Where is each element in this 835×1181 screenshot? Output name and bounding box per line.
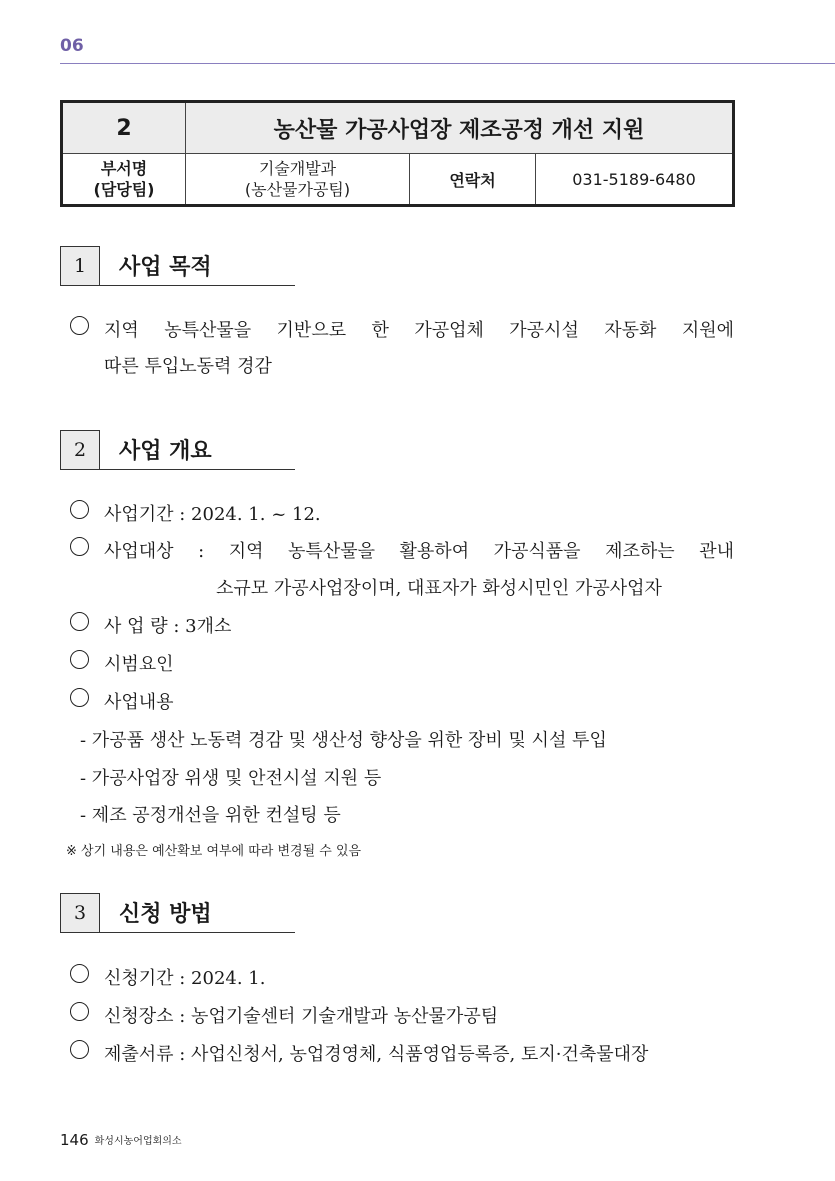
circle-bullet-icon	[70, 1002, 89, 1021]
header-rule	[60, 63, 835, 64]
overview-period: 사업기간 : 2024. 1. ~ 12.	[104, 504, 321, 525]
dept-value-line2: (농산물가공팀)	[244, 180, 351, 199]
section-title: 신청 방법	[119, 902, 212, 927]
section-heading-purpose	[60, 246, 295, 286]
dept-label	[62, 154, 186, 206]
circle-bullet-icon	[70, 688, 89, 707]
circle-bullet-icon	[70, 500, 89, 519]
page-footer	[60, 1131, 182, 1149]
section-title: 사업 개요	[119, 439, 212, 464]
section-heading-overview	[60, 430, 295, 470]
overview-pilot: 시범요인	[104, 654, 174, 675]
circle-bullet-icon	[70, 316, 89, 335]
list-item	[70, 612, 89, 634]
list-item	[70, 650, 89, 672]
circle-bullet-icon	[70, 612, 89, 631]
section-heading-application	[60, 893, 295, 933]
chapter-number: 06	[60, 36, 84, 56]
dept-label-line2: (담당팀)	[93, 180, 155, 199]
section-underline	[99, 285, 295, 286]
dept-value	[186, 154, 410, 206]
overview-content: 사업내용	[104, 692, 174, 713]
list-item	[70, 500, 89, 522]
program-number: 2	[62, 102, 186, 154]
contact-label: 연락처	[410, 154, 536, 206]
dept-value-line1: 기술개발과	[258, 159, 337, 178]
list-item	[70, 537, 89, 559]
list-item	[70, 688, 89, 710]
section-title: 사업 목적	[119, 255, 212, 280]
list-item	[70, 1040, 89, 1062]
application-documents: 제출서류 : 사업신청서, 농업경영체, 식품영업등록증, 토지·건축물대장	[104, 1044, 649, 1065]
overview-target-line-2: 소규모 가공사업장이며, 대표자가 화성시민인 가공사업자	[216, 578, 662, 599]
circle-bullet-icon	[70, 964, 89, 983]
circle-bullet-icon	[70, 1040, 89, 1059]
circle-bullet-icon	[70, 537, 89, 556]
content-item-1: - 가공품 생산 노동력 경감 및 생산성 향상을 위한 장비 및 시설 투입	[80, 730, 607, 751]
program-title-row	[62, 102, 734, 154]
budget-note: ※ 상기 내용은 예산확보 여부에 따라 변경될 수 있음	[66, 844, 362, 859]
circle-bullet-icon	[70, 650, 89, 669]
contact-value: 031-5189-6480	[536, 154, 734, 206]
section-underline	[99, 469, 295, 470]
page-number: 146	[60, 1131, 89, 1149]
dept-label-line1: 부서명	[100, 159, 148, 178]
list-item	[70, 316, 89, 338]
application-place: 신청장소 : 농업기술센터 기술개발과 농산물가공팀	[104, 1006, 499, 1027]
purpose-line-2: 따른 투입노동력 경감	[104, 356, 272, 377]
list-item	[70, 1002, 89, 1024]
application-period: 신청기간 : 2024. 1.	[104, 968, 266, 989]
footer-org: 화성시농어업회의소	[94, 1136, 182, 1147]
section-number: 3	[60, 893, 100, 933]
section-underline	[99, 932, 295, 933]
overview-quantity: 사 업 량 : 3개소	[104, 616, 232, 637]
content-item-2: - 가공사업장 위생 및 안전시설 지원 등	[80, 768, 382, 789]
program-info-table	[60, 100, 735, 207]
list-item	[70, 964, 89, 986]
overview-target-line-1: 사업대상 : 지역 농특산물을 활용하여 가공식품을 제조하는 관내	[104, 541, 734, 562]
program-title: 농산물 가공사업장 제조공정 개선 지원	[186, 102, 734, 154]
section-number: 1	[60, 246, 100, 286]
program-contact-row	[62, 154, 734, 206]
purpose-line-1: 지역 농특산물을 기반으로 한 가공업체 가공시설 자동화 지원에	[104, 320, 734, 341]
section-number: 2	[60, 430, 100, 470]
content-item-3: - 제조 공정개선을 위한 컨설팅 등	[80, 805, 341, 826]
